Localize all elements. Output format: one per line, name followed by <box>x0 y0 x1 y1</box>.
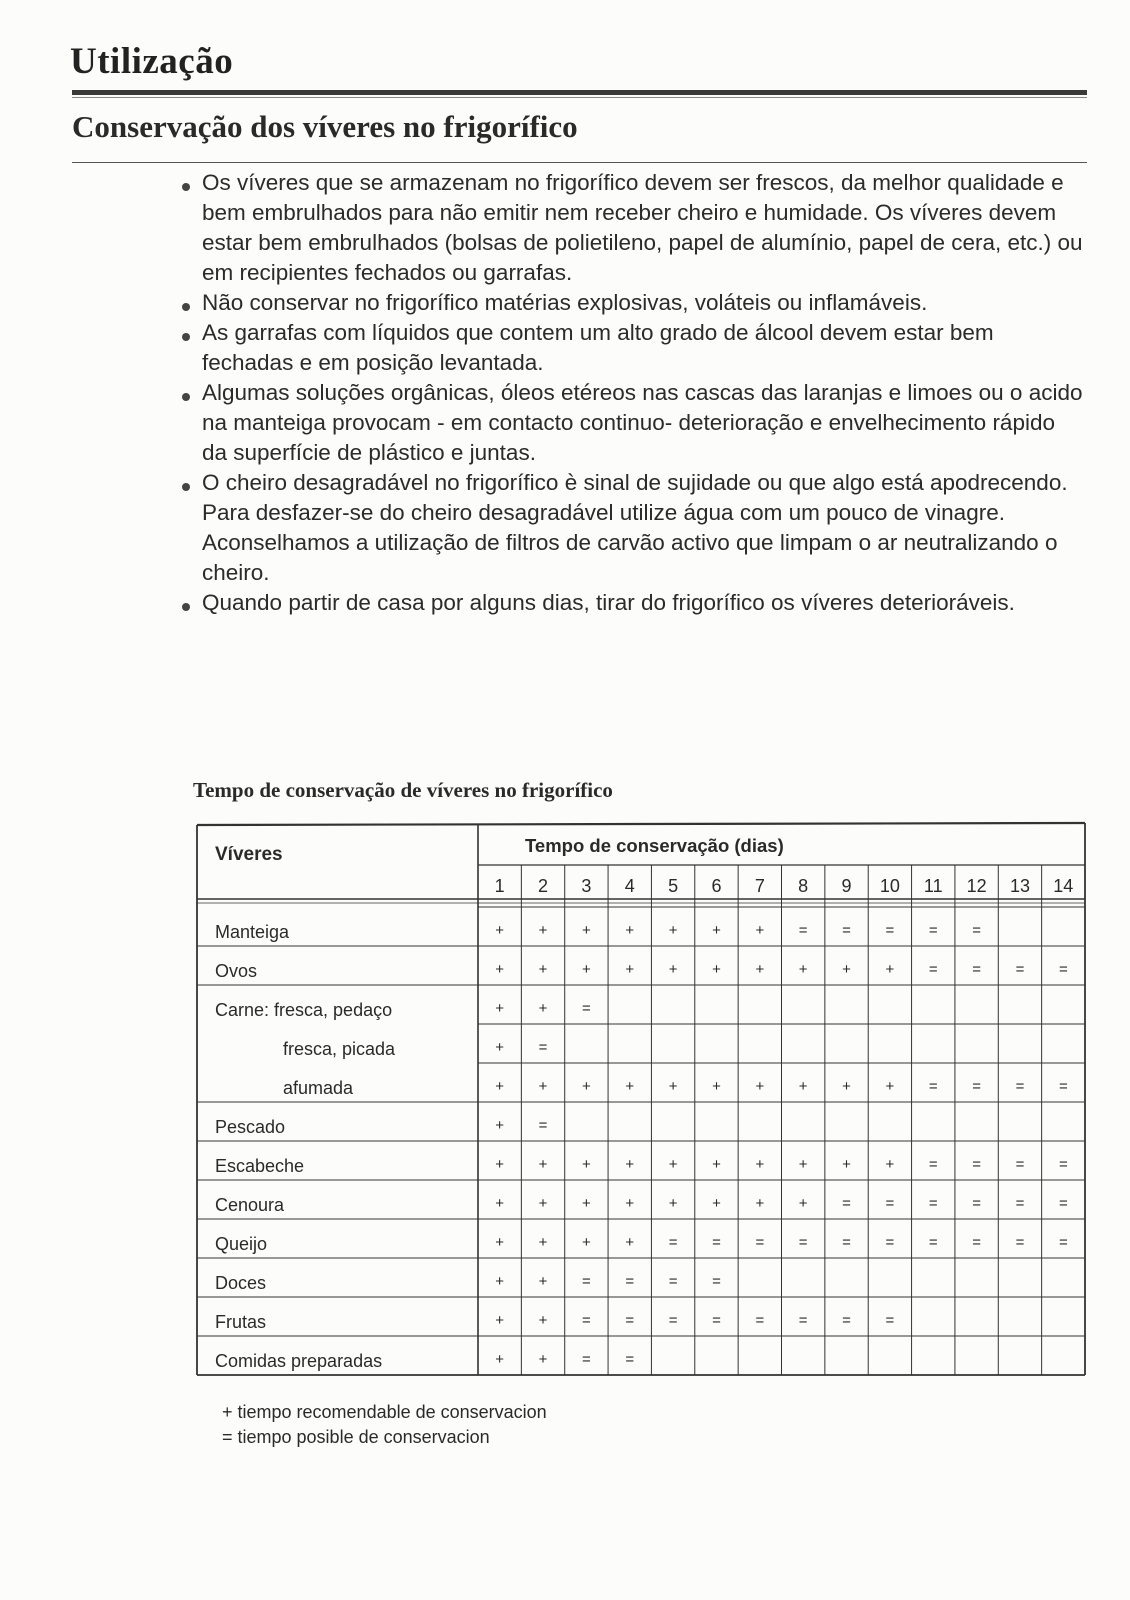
table-mark-recommended: + <box>625 961 635 978</box>
table-mark-possible: = <box>928 922 938 939</box>
table-mark-possible: = <box>972 1078 981 1095</box>
table-row-label: Carne: fresca, pedaço <box>215 1000 393 1020</box>
table-title: Tempo de conservação de víveres no frigorífico <box>193 778 613 802</box>
table-row-label: Cenoura <box>215 1195 285 1215</box>
table-mark-possible: = <box>668 1273 678 1290</box>
table-mark-possible: = <box>625 1273 635 1290</box>
table-mark-recommended: + <box>798 1078 808 1095</box>
bullet-paragraph: Para desfazer-se do cheiro desagradável utilize água com um pouco de vinagre. <box>202 500 1005 525</box>
table-mark-possible: = <box>928 1195 938 1212</box>
bullet-paragraph: Os víveres que se armazenam no frigorífico devem ser frescos, da melhor qualidade e bem embrulhados para não emitir nem receber cheiro e humidade. Os víveres devem estar bem embrulhados (bolsas de polietileno, papel de alumínio, papel de cera, etc.) ou em recipientes fechados ou garrafas. <box>202 170 1083 285</box>
bullet-item <box>180 318 1085 378</box>
table-mark-recommended: + <box>712 1195 721 1212</box>
table-mark-recommended: + <box>625 1234 635 1251</box>
table-mark-recommended: + <box>885 1078 895 1095</box>
bullet-item <box>180 468 1085 588</box>
table-mark-possible: = <box>1058 1195 1068 1212</box>
table-row-label: Queijo <box>215 1234 268 1254</box>
table-mark-possible: = <box>842 1195 851 1212</box>
table-mark-possible: = <box>755 1312 765 1329</box>
table-day-number: 10 <box>879 876 900 896</box>
table-mark-recommended: + <box>755 1195 765 1212</box>
table-mark-possible: = <box>885 1312 895 1329</box>
table-day-number: 13 <box>1009 876 1030 896</box>
table-mark-possible: = <box>842 922 851 939</box>
table-day-number: 8 <box>798 876 809 896</box>
table-row-label: fresca, picada <box>283 1039 396 1059</box>
table-mark-recommended: + <box>495 1039 505 1056</box>
table-mark-recommended: + <box>885 1156 895 1173</box>
table-mark-possible: = <box>798 922 808 939</box>
bullet-item <box>180 288 1085 318</box>
bullet-paragraph: Algumas soluções orgânicas, óleos etéreos nas cascas das laranjas e limoes ou o acido na manteiga provocam - em contacto continuo- deterioração e envelhecimento rápido da superfície de plástico e juntas. <box>202 380 1083 465</box>
table-mark-possible: = <box>625 1351 635 1368</box>
table-mark-recommended: + <box>582 1234 591 1251</box>
table-day-number: 7 <box>754 876 765 896</box>
table-mark-recommended: + <box>538 1000 548 1017</box>
table-mark-recommended: + <box>538 961 548 978</box>
table-mark-possible: = <box>668 1312 678 1329</box>
table-mark-recommended: + <box>538 1078 548 1095</box>
table-mark-recommended: + <box>495 1000 505 1017</box>
table-mark-possible: = <box>712 1234 721 1251</box>
table-mark-possible: = <box>582 1273 591 1290</box>
table-row-label: Escabeche <box>215 1156 305 1176</box>
table-row-label: afumada <box>283 1078 354 1098</box>
table-mark-recommended: + <box>495 1117 505 1134</box>
table-mark-possible: = <box>1015 1078 1025 1095</box>
table-mark-recommended: + <box>495 922 505 939</box>
table-mark-possible: = <box>972 1156 981 1173</box>
table-mark-possible: = <box>712 1312 721 1329</box>
table-mark-recommended: + <box>798 961 808 978</box>
table-mark-possible: = <box>842 1234 851 1251</box>
table-mark-recommended: + <box>755 1078 765 1095</box>
bullet-item <box>180 168 1085 288</box>
table-header-time: Tempo de conservação (dias) <box>525 835 784 856</box>
table-day-number: 9 <box>841 876 852 896</box>
bullet-item <box>180 588 1085 618</box>
table-mark-recommended: + <box>755 1156 765 1173</box>
table-mark-recommended: + <box>798 1156 808 1173</box>
table-mark-recommended: + <box>582 1078 591 1095</box>
table-mark-recommended: + <box>712 1078 721 1095</box>
legend-equal: = tiempo posible de conservacion <box>222 1427 490 1447</box>
table-mark-recommended: + <box>625 922 635 939</box>
table-row-label: Manteiga <box>215 922 290 942</box>
table-mark-possible: = <box>928 961 938 978</box>
table-mark-recommended: + <box>582 922 591 939</box>
table-mark-recommended: + <box>538 1312 548 1329</box>
table-mark-recommended: + <box>495 1273 505 1290</box>
table-mark-possible: = <box>1015 1234 1025 1251</box>
table-mark-recommended: + <box>495 1312 505 1329</box>
table-mark-possible: = <box>885 922 895 939</box>
table-day-number: 4 <box>624 876 635 896</box>
table-day-number: 6 <box>711 876 722 896</box>
table-row-label: Doces <box>215 1273 267 1293</box>
table-mark-recommended: + <box>625 1195 635 1212</box>
table-day-number: 1 <box>494 876 505 896</box>
table-mark-recommended: + <box>538 1156 548 1173</box>
subsection-title: Conservação dos víveres no frigorífico <box>72 109 578 144</box>
table-mark-recommended: + <box>538 1351 548 1368</box>
table-mark-possible: = <box>538 1117 548 1134</box>
table-mark-recommended: + <box>755 961 765 978</box>
bullet-paragraph: Aconselhamos a utilização de filtros de carvão activo que limpam o ar neutralizando o cheiro. <box>202 530 1058 585</box>
title-divider <box>72 90 1087 95</box>
bullet-list <box>180 168 1085 618</box>
table-mark-recommended: + <box>582 1195 591 1212</box>
table-mark-recommended: + <box>538 1234 548 1251</box>
table-mark-recommended: + <box>495 961 505 978</box>
table-row-label: Pescado <box>215 1117 286 1137</box>
table-day-number: 11 <box>923 876 943 896</box>
table-mark-recommended: + <box>668 1195 678 1212</box>
legend <box>222 1400 547 1450</box>
table-mark-possible: = <box>1015 1156 1025 1173</box>
table-mark-recommended: + <box>538 1195 548 1212</box>
table-mark-possible: = <box>885 1234 895 1251</box>
table-mark-recommended: + <box>842 1156 851 1173</box>
table-mark-possible: = <box>582 1351 591 1368</box>
table-mark-possible: = <box>972 922 981 939</box>
table-mark-possible: = <box>668 1234 678 1251</box>
table-mark-possible: = <box>1058 1078 1068 1095</box>
table-mark-recommended: + <box>668 1156 678 1173</box>
table-mark-recommended: + <box>538 1273 548 1290</box>
table-mark-possible: = <box>885 1195 895 1212</box>
table-mark-possible: = <box>538 1039 548 1056</box>
table-mark-possible: = <box>972 1234 981 1251</box>
table-mark-possible: = <box>1015 961 1025 978</box>
table-mark-recommended: + <box>712 961 721 978</box>
table-mark-recommended: + <box>625 1156 635 1173</box>
table-mark-recommended: + <box>668 1078 678 1095</box>
table-mark-recommended: + <box>538 922 548 939</box>
title-divider-secondary <box>72 97 1087 98</box>
table-mark-possible: = <box>928 1156 938 1173</box>
table-mark-recommended: + <box>842 1078 851 1095</box>
table-mark-possible: = <box>582 1000 591 1017</box>
table-mark-recommended: + <box>495 1156 505 1173</box>
table-mark-possible: = <box>798 1312 808 1329</box>
table-mark-recommended: + <box>755 922 765 939</box>
table-row-label: Frutas <box>215 1312 267 1332</box>
table-mark-possible: = <box>972 1195 981 1212</box>
table-mark-possible: = <box>755 1234 765 1251</box>
table-mark-possible: = <box>1015 1195 1025 1212</box>
section-title: Utilização <box>70 41 234 82</box>
bullet-item <box>180 378 1085 468</box>
table-mark-possible: = <box>625 1312 635 1329</box>
table-day-number: 12 <box>966 876 987 896</box>
table-day-number: 3 <box>581 876 592 896</box>
table-mark-possible: = <box>712 1273 721 1290</box>
table-mark-possible: = <box>972 961 981 978</box>
legend-plus: + tiempo recomendable de conservacion <box>222 1402 547 1422</box>
bullet-paragraph: As garrafas com líquidos que contem um alto grado de álcool devem estar bem fechadas e em posição levantada. <box>202 320 994 375</box>
table-row-label: Comidas preparadas <box>215 1351 383 1371</box>
table-mark-recommended: + <box>668 922 678 939</box>
storage-time-table <box>195 813 1095 1388</box>
table-mark-possible: = <box>1058 1156 1068 1173</box>
table-mark-recommended: + <box>885 961 895 978</box>
table-mark-possible: = <box>582 1312 591 1329</box>
table-mark-possible: = <box>798 1234 808 1251</box>
table-day-number: 5 <box>668 876 679 896</box>
table-border-top <box>197 823 1085 825</box>
table-mark-recommended: + <box>712 922 721 939</box>
table-mark-possible: = <box>842 1312 851 1329</box>
table-mark-recommended: + <box>495 1351 505 1368</box>
table-mark-recommended: + <box>495 1195 505 1212</box>
bullet-paragraph: Não conservar no frigorífico matérias explosivas, voláteis ou inflamáveis. <box>202 290 928 315</box>
table-mark-recommended: + <box>712 1156 721 1173</box>
table-mark-possible: = <box>928 1078 938 1095</box>
table-mark-recommended: + <box>582 961 591 978</box>
table-mark-recommended: + <box>495 1078 505 1095</box>
subsection-divider <box>72 162 1087 163</box>
table-mark-recommended: + <box>668 961 678 978</box>
table-day-number: 2 <box>538 876 549 896</box>
table-mark-recommended: + <box>582 1156 591 1173</box>
table-mark-recommended: + <box>495 1234 505 1251</box>
table-mark-recommended: + <box>842 961 851 978</box>
table-mark-possible: = <box>1058 1234 1068 1251</box>
table-header-food: Víveres <box>215 844 283 865</box>
table-mark-possible: = <box>928 1234 938 1251</box>
bullet-paragraph: Quando partir de casa por alguns dias, tirar do frigorífico os víveres deterioráveis. <box>202 590 1015 615</box>
table-row-label: Ovos <box>215 961 258 981</box>
table-mark-recommended: + <box>625 1078 635 1095</box>
table-mark-recommended: + <box>798 1195 808 1212</box>
storage-time-table-grid <box>195 813 1095 1383</box>
table-mark-possible: = <box>1058 961 1068 978</box>
table-day-number: 14 <box>1053 876 1074 896</box>
bullet-paragraph: O cheiro desagradável no frigorífico è sinal de sujidade ou que algo está apodrecendo. <box>202 470 1068 495</box>
